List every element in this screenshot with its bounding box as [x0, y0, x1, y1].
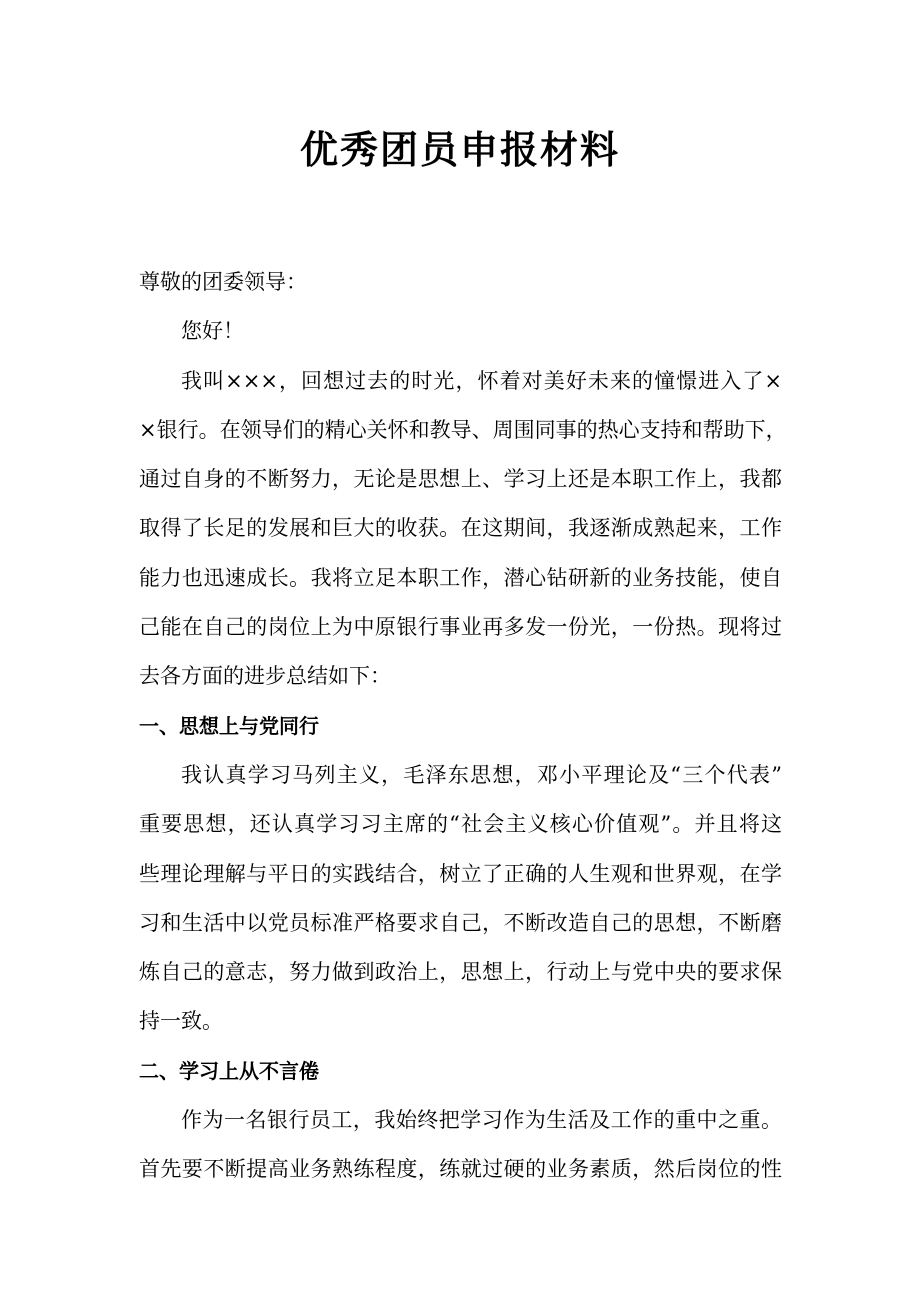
paragraph-line: ×银行。在领导们的精心关怀和教导、周围同事的热心支持和帮助下，	[139, 417, 787, 442]
greeting: 您好！	[181, 319, 244, 344]
paragraph-line: 习和生活中以党员标准严格要求自己，不断改造自己的思想，不断磨	[139, 910, 782, 935]
salutation: 尊敬的团委领导：	[139, 270, 307, 294]
paragraph-line: 些理论理解与平日的实践结合，树立了正确的人生观和世界观，在学	[139, 861, 782, 886]
document-title: 优秀团员申报材料	[299, 127, 620, 172]
paragraph-line: 炼自己的意志，努力做到政治上，思想上，行动上与党中央的要求保	[139, 960, 782, 985]
intro-paragraph	[139, 357, 787, 702]
paragraph-line: 重要思想，还认真学习习主席的“社会主义核心价值观”。并且将这	[139, 812, 782, 837]
paragraph-line: 通过自身的不断努力，无论是思想上、学习上还是本职工作上，我都	[139, 467, 782, 492]
paragraph-line: 去各方面的进步总结如下：	[139, 664, 391, 689]
paragraph-line: 我认真学习马列主义，毛泽东思想，邓小平理论及“三个代表”	[181, 762, 782, 787]
paragraph-line: 我叫×××，回想过去的时光，怀着对美好未来的憧憬进入了×	[181, 368, 782, 393]
paragraph-line: 能力也迅速成长。我将立足本职工作，潜心钻研新的业务技能，使自	[139, 565, 782, 590]
paragraph-line: 己能在自己的岗位上为中原银行事业再多发一份光，一份热。现将过	[139, 615, 782, 640]
document-body	[139, 258, 787, 1195]
section-heading-study: 二、学习上从不言倦	[139, 1058, 319, 1083]
section-heading-ideology: 一、思想上与党同行	[139, 713, 319, 738]
section1-paragraph	[139, 751, 782, 1047]
paragraph-line: 首先要不断提高业务熟练程度，练就过硬的业务素质，然后岗位的性	[139, 1157, 782, 1182]
paragraph-line: 取得了长足的发展和巨大的收获。在这期间，我逐渐成熟起来，工作	[139, 516, 782, 541]
section2-paragraph	[139, 1096, 782, 1195]
paragraph-line: 持一致。	[139, 1009, 223, 1034]
paragraph-line: 作为一名银行员工，我始终把学习作为生活及工作的重中之重。	[181, 1108, 782, 1133]
